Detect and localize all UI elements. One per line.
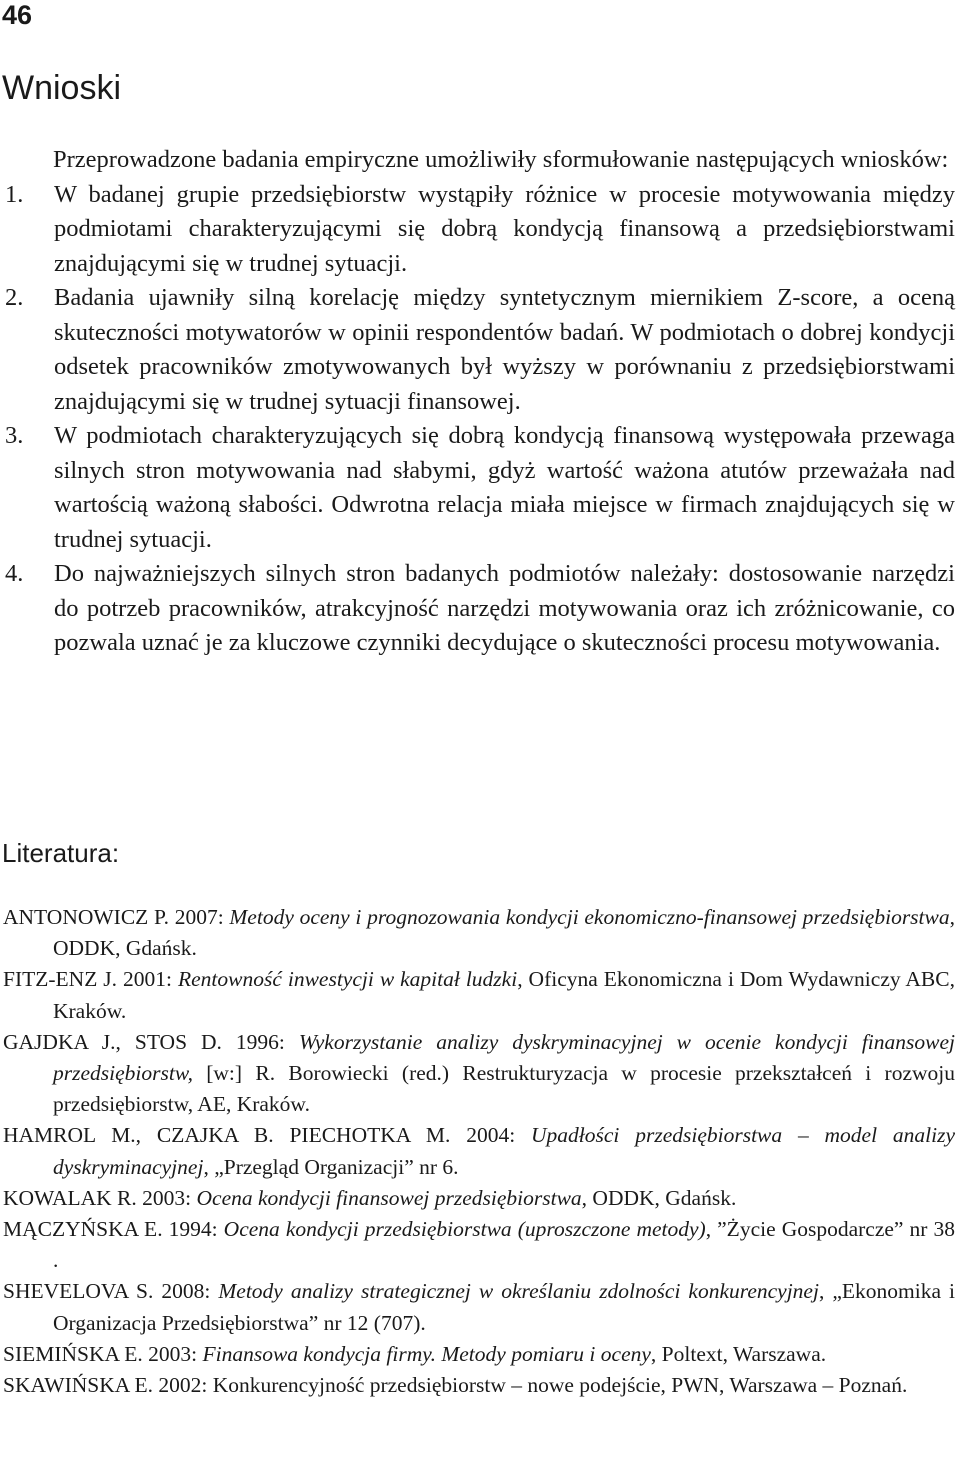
conclusion-item	[5, 281, 955, 419]
item-text: Badania ujawniły silną korelację między syntetycznym miernikiem Z-score, a oceną skuteczności motywatorów w opinii respondentów badań. W podmiotach o dobrej kondycji odsetek pracowników zmotywowanych był wyższy w porównaniu z przedsiębiorstwami znajdującymi się w trudnej sytuacji finansowej.	[54, 284, 955, 415]
section-heading: Wnioski	[2, 69, 122, 107]
reference-author: MĄCZYŃSKA E. 1994:	[3, 1217, 224, 1242]
reference-details: , ODDK, Gdańsk.	[581, 1185, 737, 1210]
reference-details: [w:] R. Borowiecki (red.) Restrukturyzacja w procesie przekształceń i rozwoju przedsiębiorstw, AE, Kraków.	[53, 1061, 955, 1117]
item-number: 3.	[5, 422, 24, 449]
item-number: 4.	[5, 560, 24, 587]
item-number: 2.	[5, 284, 24, 311]
reference-entry	[3, 964, 955, 1026]
conclusions-body	[5, 143, 955, 661]
reference-details: , Poltext, Warszawa.	[650, 1341, 827, 1366]
reference-details: Konkurencyjność przedsiębiorstw – nowe podejście, PWN, Warszawa – Poznań.	[212, 1373, 908, 1398]
conclusion-item	[5, 178, 955, 282]
item-text: W podmiotach charakteryzujących się dobrą kondycją finansową występowała przewaga silnych stron motywowania nad słabymi, gdyż wartość ważona atutów przeważała nad wartością ważoną słabości. Odwrotna relacja miała miejsce w firmach znajdujących się w trudnej sytuacji.	[54, 422, 955, 553]
reference-author: FITZ-ENZ J. 2001:	[3, 967, 178, 992]
item-number: 1.	[5, 180, 24, 208]
reference-details: , ”Życie Gospodarcze” nr 38 .	[53, 1217, 955, 1273]
reference-entry	[3, 1214, 955, 1276]
reference-entry	[3, 1120, 955, 1182]
reference-title: Metody oceny i prognozowania kondycji ekonomiczno-finansowej przedsiębiorstwa	[229, 905, 950, 929]
reference-details: , Oficyna Ekonomiczna i Dom Wydawniczy ABC, Kraków.	[53, 967, 955, 1023]
reference-author: SKAWIŃSKA E. 2002:	[3, 1373, 213, 1398]
reference-title: Upadłości przedsiębiorstwa – model analizy dyskryminacyjnej	[53, 1123, 955, 1179]
reference-author: SIEMIŃSKA E. 2003:	[3, 1341, 203, 1366]
reference-title: Metody analizy strategicznej w określaniu zdolności konkurencyjnej	[218, 1279, 819, 1304]
references-list	[3, 902, 955, 1401]
conclusion-item	[5, 419, 955, 557]
reference-title: Wykorzystanie analizy dyskryminacyjnej w ocenie kondycji finansowej przedsiębiorstw,	[53, 1029, 956, 1086]
literature-heading: Literatura:	[2, 838, 120, 868]
reference-details: , „Ekonomika i Organizacja Przedsiębiorstwa” nr 12 (707).	[53, 1279, 955, 1335]
reference-author: ANTONOWICZ P. 2007:	[3, 905, 230, 929]
reference-entry	[3, 1276, 955, 1338]
reference-author: HAMROL M., CZAJKA B. PIECHOTKA M. 2004:	[3, 1123, 532, 1148]
reference-details: , ODDK, Gdańsk.	[53, 905, 955, 961]
intro-paragraph: Przeprowadzone badania empiryczne umożliwiły sformułowanie następujących wniosków:	[53, 146, 949, 173]
reference-title: Ocena kondycji finansowej przedsiębiorstwa	[196, 1185, 582, 1210]
reference-title: Finansowa kondycja firmy. Metody pomiaru i oceny	[202, 1341, 651, 1366]
reference-author: GAJDKA J., STOS D. 1996:	[3, 1029, 299, 1054]
item-text: Do najważniejszych silnych stron badanych podmiotów należały: dostosowanie narzędzi do potrzeb pracowników, atrakcyjność narzędzi motywowania oraz ich zróżnicowanie, co pozwala uznać je za kluczowe czynniki decydujące o skuteczności procesu motywowania.	[54, 560, 955, 656]
item-text: W badanej grupie przedsiębiorstw wystąpiły różnice w procesie motywowania między podmiotami charakteryzującymi się dobrą kondycją finansową a przedsiębiorstwami znajdującymi się w trudnej sytuacji.	[54, 180, 955, 277]
reference-entry	[3, 1370, 955, 1401]
reference-author: SHEVELOVA S. 2008:	[3, 1279, 219, 1304]
reference-entry	[3, 1183, 955, 1214]
conclusion-item	[5, 557, 955, 661]
page-number: 46	[2, 0, 33, 30]
reference-author: KOWALAK R. 2003:	[3, 1185, 197, 1210]
reference-entry	[3, 902, 955, 964]
reference-title: Ocena kondycji przedsiębiorstwa (uproszczone metody)	[223, 1217, 706, 1242]
reference-details: , „Przegląd Organizacji” nr 6.	[203, 1154, 459, 1179]
reference-entry	[3, 1027, 955, 1121]
reference-entry	[3, 1339, 955, 1370]
reference-title: Rentowność inwestycji w kapitał ludzki	[177, 967, 518, 992]
